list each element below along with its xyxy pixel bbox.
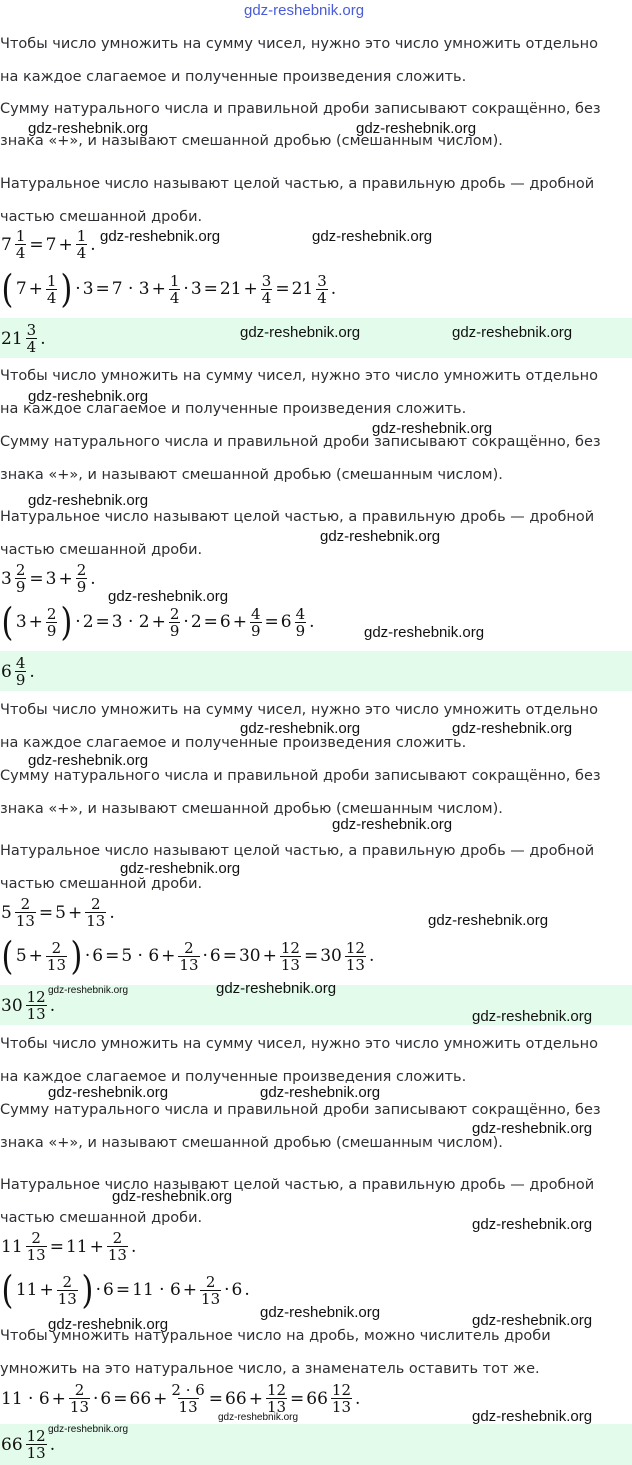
watermark-text: gdz-reshebnik.org bbox=[372, 420, 493, 437]
fraction: $\frac{12}{13}$ bbox=[280, 938, 300, 974]
rule-text-line: частью смешанной дроби. bbox=[0, 209, 203, 225]
fraction: $\frac{2}{13}$ bbox=[46, 938, 66, 974]
distribution-equation: ( 7 + $\frac{1}{4}$ ) · 3 = 7 · 3 + $\frac{1}{4}$ · 3 = 21 + $\frac{3}{4}$ = 21 $\frac{3}{4}$ . bbox=[1, 267, 337, 311]
rule-text-line: частью смешанной дроби. bbox=[0, 876, 203, 892]
watermark-text: gdz-reshebnik.org bbox=[28, 752, 149, 769]
watermark-text: gdz-reshebnik.org bbox=[112, 1188, 233, 1205]
fraction: $\frac{1}{4}$ bbox=[46, 271, 57, 307]
answer-value: 66 $\frac{12}{13}$ . bbox=[1, 1427, 56, 1462]
fraction: $\frac{4}{9}$ bbox=[295, 604, 306, 640]
rule-text-line: Натуральное число называют целой частью, а правильную дробь — дробной bbox=[0, 509, 595, 525]
mixed-number-expansion: 7 $\frac{1}{4}$ = 7 + $\frac{1}{4}$ . bbox=[1, 227, 96, 262]
watermark-text: gdz-reshebnik.org bbox=[428, 912, 549, 929]
rule-text-line: на каждое слагаемое и полученные произведения сложить. bbox=[0, 1069, 467, 1085]
answer-value: 30 $\frac{12}{13}$ . bbox=[1, 988, 56, 1023]
rule-text-line: Чтобы число умножить на сумму чисел, нужно это число умножить отдельно bbox=[0, 36, 598, 52]
fraction: $\frac{2}{13}$ bbox=[201, 1272, 221, 1308]
rule-text-line: на каждое слагаемое и полученные произведения сложить. bbox=[0, 401, 467, 417]
multiplication-equation: 11 · 6 + $\frac{2}{13}$ · 6 = 66 + $\frac{2 \cdot 6}{13}$ = 66 + $\frac{12}{13}$ = 66 $\frac{12}{13}$ . bbox=[1, 1381, 361, 1416]
watermark-text: gdz-reshebnik.org bbox=[320, 528, 441, 545]
rule-text-line: Натуральное число называют целой частью, а правильную дробь — дробной bbox=[0, 843, 595, 859]
fraction: $\frac{12}{13}$ bbox=[266, 1381, 287, 1416]
mixed-number-expansion: 5 $\frac{2}{13}$ = 5 + $\frac{2}{13}$ . bbox=[1, 895, 115, 930]
watermark-text: gdz-reshebnik.org bbox=[364, 624, 485, 641]
rule-text-line: умножить на это натуральное число, а знаменатель оставить тот же. bbox=[0, 1361, 540, 1377]
fraction: $\frac{12}{13}$ bbox=[26, 988, 46, 1023]
distribution-equation: ( 3 + $\frac{2}{9}$ ) · 2 = 3 · 2 + $\frac{2}{9}$ · 2 = 6 + $\frac{4}{9}$ = 6 $\frac{4}{9}$ . bbox=[1, 600, 315, 644]
fraction: $\frac{2}{9}$ bbox=[76, 561, 87, 596]
rule-text-line: Сумму натурального числа и правильной дроби записывают сокращённо, без bbox=[0, 434, 601, 450]
rule-text-line: знака «+», и называют смешанной дробью (смешанным числом). bbox=[0, 1135, 503, 1151]
fraction: $\frac{3}{4}$ bbox=[261, 271, 272, 307]
rule-text-line: на каждое слагаемое и полученные произведения сложить. bbox=[0, 735, 467, 751]
watermark-text: gdz-reshebnik.org bbox=[472, 1312, 593, 1329]
fraction: $\frac{2}{9}$ bbox=[46, 604, 57, 640]
fraction: $\frac{3}{4}$ bbox=[317, 271, 327, 307]
fraction: $\frac{4}{9}$ bbox=[250, 604, 261, 640]
rule-text-line: Чтобы число умножить на сумму чисел, нужно это число умножить отдельно bbox=[0, 368, 598, 384]
rule-text-line: частью смешанной дроби. bbox=[0, 542, 203, 558]
watermark-text: gdz-reshebnik.org bbox=[108, 588, 229, 605]
watermark-text: gdz-reshebnik.org bbox=[48, 1084, 169, 1101]
watermark-text: gdz-reshebnik.org bbox=[100, 228, 221, 245]
answer-value: 21 $\frac{3}{4}$ . bbox=[1, 321, 46, 356]
rule-text-line: Сумму натурального числа и правильной дроби записывают сокращённо, без bbox=[0, 1102, 601, 1118]
watermark-text: gdz-reshebnik.org bbox=[260, 1084, 381, 1101]
fraction: $\frac{2 \cdot 6}{13}$ bbox=[171, 1381, 205, 1416]
watermark-text: gdz-reshebnik.org bbox=[120, 860, 241, 877]
watermark-text: gdz-reshebnik.org bbox=[472, 1216, 593, 1233]
watermark-text: gdz-reshebnik.org bbox=[240, 324, 361, 341]
fraction: $\frac{1}{4}$ bbox=[76, 227, 87, 262]
watermark-text: gdz-reshebnik.org bbox=[28, 120, 149, 137]
watermark-text: gdz-reshebnik.org bbox=[48, 1316, 169, 1333]
fraction: $\frac{2}{13}$ bbox=[179, 938, 199, 974]
fraction: $\frac{12}{13}$ bbox=[26, 1427, 46, 1462]
rule-text-line: знака «+», и называют смешанной дробью (смешанным числом). bbox=[0, 133, 503, 149]
rule-text-line: Чтобы умножить натуральное число на дробь, можно числитель дроби bbox=[0, 1328, 551, 1344]
watermark-text: gdz-reshebnik.org bbox=[240, 720, 361, 737]
fraction: $\frac{1}{4}$ bbox=[15, 227, 26, 262]
fraction: $\frac{3}{4}$ bbox=[26, 321, 37, 356]
watermark-text: gdz-reshebnik.org bbox=[48, 1424, 129, 1435]
watermark-text: gdz-reshebnik.org bbox=[356, 120, 477, 137]
rule-text-line: Чтобы число умножить на сумму чисел, нужно это число умножить отдельно bbox=[0, 702, 598, 718]
watermark-text: gdz-reshebnik.org bbox=[472, 1120, 593, 1137]
rule-text-line: Сумму натурального числа и правильной дроби записывают сокращённо, без bbox=[0, 101, 601, 117]
watermark-text: gdz-reshebnik.org bbox=[218, 1412, 299, 1423]
distribution-equation: ( 5 + $\frac{2}{13}$ ) · 6 = 5 · 6 + $\frac{2}{13}$ · 6 = 30 + $\frac{12}{13}$ = 30 $\frac{12}{13}$ . bbox=[1, 934, 375, 978]
rule-text-line: знака «+», и называют смешанной дробью (смешанным числом). bbox=[0, 801, 503, 817]
watermark-text: gdz-reshebnik.org bbox=[28, 388, 149, 405]
watermark-text: gdz-reshebnik.org bbox=[332, 816, 453, 833]
fraction: $\frac{1}{4}$ bbox=[169, 271, 180, 307]
fraction: $\frac{2}{13}$ bbox=[15, 895, 35, 930]
fraction: $\frac{2}{13}$ bbox=[107, 1229, 127, 1264]
site-header-link[interactable]: gdz-reshebnik.org bbox=[244, 2, 365, 19]
distribution-equation: ( 11 + $\frac{2}{13}$ ) · 6 = 11 · 6 + $\frac{2}{13}$ · 6 . bbox=[1, 1268, 250, 1312]
fraction: $\frac{2}{13}$ bbox=[57, 1272, 77, 1308]
watermark-text: gdz-reshebnik.org bbox=[48, 985, 129, 996]
fraction: $\frac{12}{13}$ bbox=[345, 938, 365, 974]
rule-text-line: Натуральное число называют целой частью, а правильную дробь — дробной bbox=[0, 1177, 595, 1193]
rule-text-line: знака «+», и называют смешанной дробью (смешанным числом). bbox=[0, 467, 503, 483]
mixed-number-expansion: 3 $\frac{2}{9}$ = 3 + $\frac{2}{9}$ . bbox=[1, 561, 96, 596]
fraction: $\frac{2}{13}$ bbox=[69, 1381, 90, 1416]
fraction: $\frac{12}{13}$ bbox=[331, 1381, 352, 1416]
fraction: $\frac{2}{13}$ bbox=[26, 1229, 46, 1264]
rule-text-line: частью смешанной дроби. bbox=[0, 1210, 203, 1226]
watermark-text: gdz-reshebnik.org bbox=[472, 1008, 593, 1025]
fraction: $\frac{4}{9}$ bbox=[15, 654, 26, 689]
answer-value: 6 $\frac{4}{9}$ . bbox=[1, 654, 35, 689]
watermark-text: gdz-reshebnik.org bbox=[452, 720, 573, 737]
watermark-text: gdz-reshebnik.org bbox=[472, 1408, 593, 1425]
rule-text-line: Натуральное число называют целой частью, а правильную дробь — дробной bbox=[0, 176, 595, 192]
answer-box bbox=[0, 651, 632, 691]
watermark-text: gdz-reshebnik.org bbox=[312, 228, 433, 245]
mixed-number-expansion: 11 $\frac{2}{13}$ = 11 + $\frac{2}{13}$ . bbox=[1, 1229, 137, 1264]
rule-text-line: Сумму натурального числа и правильной дроби записывают сокращённо, без bbox=[0, 768, 601, 784]
rule-text-line: на каждое слагаемое и полученные произведения сложить. bbox=[0, 69, 467, 85]
watermark-text: gdz-reshebnik.org bbox=[216, 980, 337, 997]
watermark-text: gdz-reshebnik.org bbox=[452, 324, 573, 341]
watermark-text: gdz-reshebnik.org bbox=[260, 1304, 381, 1321]
fraction: $\frac{2}{9}$ bbox=[15, 561, 26, 596]
fraction: $\frac{2}{13}$ bbox=[86, 895, 106, 930]
watermark-text: gdz-reshebnik.org bbox=[28, 492, 149, 509]
fraction: $\frac{2}{9}$ bbox=[169, 604, 180, 640]
rule-text-line: Чтобы число умножить на сумму чисел, нужно это число умножить отдельно bbox=[0, 1036, 598, 1052]
